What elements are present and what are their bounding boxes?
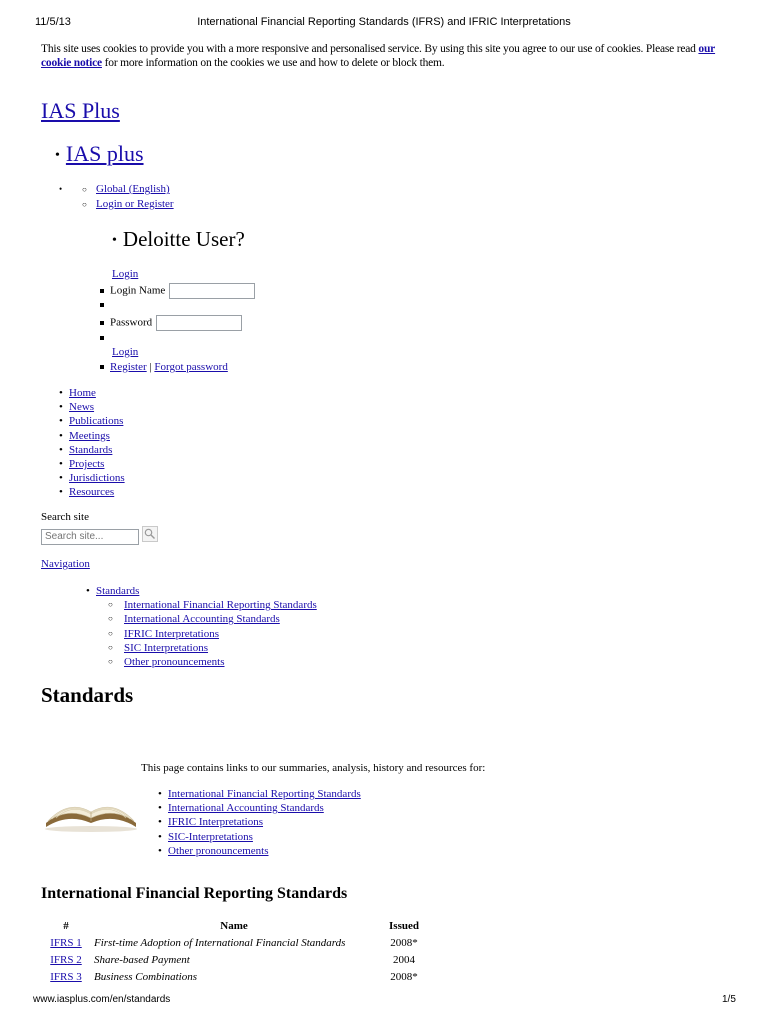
- cookie-text-before: This site uses cookies to provide you with a more responsive and personalised service. By using this site you agree to our use of cookies. Please read: [41, 43, 699, 55]
- login-name-bullet: [100, 289, 104, 293]
- intro-item-ifrs: [158, 787, 361, 801]
- login-or-register-link[interactable]: Login or Register: [96, 198, 174, 210]
- main-nav-item-meetings: [59, 429, 125, 443]
- brand-link[interactable]: IAS plus: [65, 141, 144, 166]
- login-button[interactable]: Login: [112, 346, 139, 358]
- cookie-notice-link[interactable]: our cookie notice: [41, 43, 716, 69]
- side-nav-ifric-link[interactable]: IFRIC Interpretations: [124, 627, 220, 640]
- login-name-label: Login Name: [110, 284, 166, 297]
- spacer-bullet-1: [100, 303, 104, 307]
- side-nav: [86, 584, 317, 669]
- login-top-link[interactable]: Login: [112, 268, 139, 280]
- intro-list: [158, 787, 361, 858]
- nav-meetings-link[interactable]: Meetings: [69, 429, 110, 442]
- nav-standards-link[interactable]: Standards: [69, 443, 113, 456]
- table-cell-name: First-time Adoption of International Financial Standards: [94, 936, 346, 949]
- side-nav-sic-link[interactable]: SIC Interpretations: [124, 641, 209, 654]
- main-nav: [59, 386, 125, 500]
- ifrs-2-link[interactable]: IFRS 2: [50, 953, 82, 966]
- print-title: International Financial Reporting Standards (IFRS) and IFRIC Interpretations: [197, 16, 571, 28]
- password-label: Password: [110, 316, 153, 329]
- main-nav-item-resources: [59, 485, 125, 499]
- page-title: Standards: [41, 683, 134, 707]
- table-cell-issued: 2004: [393, 953, 415, 966]
- search-input[interactable]: [41, 529, 139, 545]
- secondary-nav-item-login: [86, 197, 174, 212]
- intro-item-other: [158, 844, 361, 858]
- cookie-notice: [41, 42, 721, 70]
- intro-ifric-link[interactable]: IFRIC Interpretations: [168, 816, 264, 829]
- nav-publications-link[interactable]: Publications: [69, 415, 124, 428]
- site-title-link[interactable]: IAS Plus: [41, 98, 120, 123]
- register-separator: |: [149, 361, 152, 373]
- main-nav-item-standards: [59, 443, 125, 457]
- print-page-number: 1/5: [722, 994, 736, 1005]
- table-cell-name: Business Combinations: [94, 970, 197, 983]
- column-header-issued: Issued: [389, 920, 419, 932]
- password-input[interactable]: [156, 315, 242, 331]
- print-date: 11/5/13: [35, 16, 71, 28]
- main-nav-item-home: [59, 386, 125, 400]
- intro-ifrs-link[interactable]: International Financial Reporting Standards: [168, 788, 361, 800]
- intro-sic-link[interactable]: SIC-Interpretations: [168, 830, 253, 843]
- login-button-row: [112, 346, 138, 358]
- side-nav-item-other: [86, 655, 317, 669]
- nav-resources-link[interactable]: Resources: [69, 486, 115, 499]
- main-nav-item-news: [59, 400, 125, 414]
- spacer-bullet-2: [100, 336, 104, 340]
- column-header-number: #: [63, 920, 69, 932]
- magnifier-icon: [143, 527, 157, 541]
- table-row: [41, 951, 434, 968]
- nav-projects-link[interactable]: Projects: [69, 458, 105, 471]
- side-nav-ias-link[interactable]: International Accounting Standards: [124, 613, 280, 626]
- search-label: Search site: [41, 511, 89, 523]
- intro-other-link[interactable]: Other pronouncements: [168, 844, 269, 857]
- secondary-nav: [86, 182, 174, 212]
- side-nav-item-sic: [86, 641, 317, 655]
- secondary-nav-bullet: •: [59, 184, 63, 194]
- cookie-text-after: for more information on the cookies we use and how to delete or block them.: [101, 57, 445, 69]
- print-url: www.iasplus.com/en/standards: [33, 994, 171, 1005]
- login-name-row: [112, 283, 255, 299]
- side-nav-ifrs-link[interactable]: International Financial Reporting Standards: [124, 599, 317, 612]
- ifrs-section-heading: International Financial Reporting Standards: [41, 885, 348, 902]
- table-cell-issued: 2008*: [390, 936, 418, 949]
- table-header-row: [41, 918, 434, 934]
- table-cell-number: [41, 951, 91, 968]
- intro-item-ifric: [158, 815, 361, 829]
- nav-news-link[interactable]: News: [69, 401, 95, 414]
- navigation-link[interactable]: Navigation: [41, 558, 90, 570]
- password-bullet: [100, 321, 104, 325]
- column-header-name: Name: [220, 920, 248, 932]
- intro-ias-link[interactable]: International Accounting Standards: [168, 802, 324, 815]
- table-row: [41, 968, 434, 985]
- deloitte-bullet: •: [112, 233, 117, 249]
- deloitte-user-text: Deloitte User?: [122, 227, 245, 251]
- nav-home-link[interactable]: Home: [69, 387, 96, 399]
- side-nav-item-ifrs: [86, 598, 317, 612]
- nav-jurisdictions-link[interactable]: Jurisdictions: [69, 472, 125, 485]
- main-nav-item-projects: [59, 457, 125, 471]
- intro-text: This page contains links to our summaries, analysis, history and resources for:: [141, 762, 486, 774]
- table-cell-name: Share-based Payment: [94, 953, 190, 966]
- global-english-link[interactable]: Global (English): [96, 183, 170, 195]
- ifrs-3-link[interactable]: IFRS 3: [50, 970, 82, 983]
- password-row: [112, 315, 242, 331]
- main-nav-item-jurisdictions: [59, 471, 125, 485]
- intro-item-ias: [158, 801, 361, 815]
- side-nav-parent: [86, 584, 317, 598]
- forgot-password-link[interactable]: Forgot password: [154, 361, 228, 373]
- intro-item-sic: [158, 830, 361, 844]
- table-row: [41, 934, 434, 951]
- register-link[interactable]: Register: [110, 361, 147, 373]
- brand-bullet: •: [55, 147, 60, 163]
- table-cell-number: [41, 968, 91, 985]
- ifrs-1-link[interactable]: IFRS 1: [50, 936, 82, 949]
- table-cell-number: [41, 934, 91, 951]
- search-button[interactable]: [142, 526, 158, 542]
- main-nav-item-publications: [59, 414, 125, 428]
- ifrs-table: [41, 918, 434, 985]
- side-nav-item-ias: [86, 612, 317, 626]
- side-nav-item-ifric: [86, 627, 317, 641]
- print-header: [0, 16, 768, 32]
- register-bullet: [100, 365, 104, 369]
- register-row: [112, 361, 228, 373]
- open-book-icon: [42, 785, 140, 833]
- side-nav-standards-link[interactable]: Standards: [96, 585, 140, 597]
- side-nav-other-link[interactable]: Other pronouncements: [124, 656, 225, 669]
- secondary-nav-item-global: [86, 182, 174, 197]
- brand-item: [55, 141, 144, 167]
- deloitte-user-heading: [112, 227, 245, 252]
- login-name-input[interactable]: [169, 283, 255, 299]
- table-cell-issued: 2008*: [390, 970, 418, 983]
- login-top-row: [112, 268, 138, 280]
